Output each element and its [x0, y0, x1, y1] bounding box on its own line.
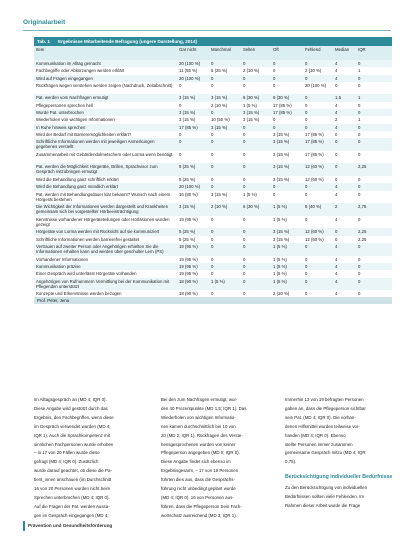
- data-table: [34, 46, 392, 297]
- table-cell: 11 (55 %): [179, 68, 198, 74]
- table-label: Tab. 1: [37, 39, 50, 44]
- table-cell: 4: [335, 216, 338, 222]
- body-text-line: – in 17 von 20 Fällen wurde diese: [34, 450, 100, 456]
- body-text-line: nen kamen durchschnittlich bei 10 von: [161, 423, 236, 429]
- table-cell: 0: [243, 82, 246, 88]
- table-row: [34, 236, 392, 243]
- table-row: [34, 124, 392, 131]
- text-column-right: [285, 396, 393, 511]
- table-cell: 2 (10 %): [211, 102, 228, 108]
- body-text-line: Auf die Fragen der Pat. werden Aussa-: [34, 503, 110, 509]
- table-cell: 17 (85 %): [273, 102, 292, 108]
- table-cell: 2: [335, 117, 338, 123]
- table-title-bar: [34, 37, 392, 46]
- table-cell: 0: [358, 177, 361, 183]
- body-text-line: Diese Angabe wird gestützt durch das: [34, 405, 108, 411]
- table-cell: 1: [358, 68, 361, 74]
- table-cell: 0: [211, 131, 214, 137]
- body-text-line: Rahmen dieser Arbeit wurde die Frage: [285, 503, 361, 509]
- row-item-label: Wird die Behandlung ganz schriftlich erklärt: [36, 177, 119, 183]
- table-cell: 8 (40 %): [305, 204, 322, 210]
- column-header: Median: [335, 47, 350, 52]
- table-header-row: [34, 46, 392, 60]
- table-cell: 1 (5 %): [273, 263, 287, 269]
- table-cell: 19 (95 %): [179, 244, 198, 250]
- table-cell: 0: [358, 216, 361, 222]
- table-cell: 2: [335, 204, 338, 210]
- row-item-label: Kenntnisse vorhandener Hörgeräteteilungen oder Hörläsionen wurden gezeigt: [36, 216, 170, 227]
- table-cell: 17 (85 %): [273, 110, 292, 116]
- table-row: [34, 243, 392, 256]
- table-cell: 1 (5 %): [211, 278, 225, 284]
- row-item-label: Die Wichtigkeit der Informationen werden dargestellt und Krankheiten gemeinsam sich bei vorgestellter Hörbeeinträchtigung: [36, 204, 169, 215]
- table-cell: 0: [358, 184, 361, 190]
- table-cell: 4: [335, 278, 338, 284]
- row-item-label: Schriftliche Informationen werden barrierefrei gestaltet: [36, 236, 140, 242]
- column-header: Oft: [273, 47, 279, 52]
- table-cell: 5 (25 %): [179, 177, 196, 183]
- table-cell: 0: [243, 271, 246, 277]
- body-text-line: Zu den Berücksichtigung von individuellen: [285, 485, 368, 491]
- table-cell: 0: [179, 139, 182, 145]
- column-header: Manchmal: [211, 47, 231, 52]
- table-cell: 0: [243, 151, 246, 157]
- body-text-line: denen Hilfsmittel wurden teilweise vor-: [285, 423, 360, 429]
- table-cell: 0: [243, 164, 246, 170]
- table-cell: 4: [335, 191, 338, 197]
- table-cell: 6 (30 %): [243, 204, 260, 210]
- table-cell: 0: [305, 271, 308, 277]
- table-cell: 0: [211, 271, 214, 277]
- row-item-label: Einer Gespräch wird unterlässt Hörgeräte vorhanden: [36, 271, 137, 277]
- row-item-label: Zusammenarbeit mit Gebärdendolmetschern oder Lorma wenn benötigt: [36, 151, 173, 157]
- table-cell: 0: [243, 75, 246, 81]
- table-cell: 0: [358, 278, 361, 284]
- table-cell: 0: [211, 82, 214, 88]
- table-cell: 0: [179, 131, 182, 137]
- body-text-line: 16 von 20 Personen wurden nicht beim: [34, 486, 111, 492]
- table-cell: 1 (5 %): [273, 244, 287, 250]
- table-cell: 0: [358, 256, 361, 262]
- results-table: [34, 37, 392, 304]
- table-cell: 0: [243, 291, 246, 297]
- table-row: [34, 203, 392, 216]
- table-cell: 0: [211, 61, 214, 66]
- column-header: IQR: [358, 47, 366, 52]
- body-text-line: Immerhin 13 von 19 befragten Personen: [285, 397, 364, 402]
- table-row: [34, 102, 392, 109]
- table-cell: 4: [335, 263, 338, 269]
- table-cell: 0: [211, 244, 214, 250]
- table-cell: 10 (50 %): [211, 117, 230, 123]
- table-cell: 2 (10 %): [305, 68, 322, 74]
- table-cell: 0: [358, 151, 361, 157]
- column-header: Item: [36, 47, 45, 52]
- table-row: [34, 216, 392, 229]
- table-cell: 0: [243, 131, 246, 137]
- table-cell: 1 (5 %): [273, 278, 287, 284]
- table-cell: 0: [358, 131, 361, 137]
- table-cell: 3 (15 %): [179, 110, 196, 116]
- row-item-label: Pat. werden mit Behandlungsdauer klar bekannt? Wunsch nach einem Hörgerät bestehen: [36, 191, 171, 202]
- table-cell: 6 (30 %): [243, 95, 260, 101]
- row-item-label: Konzepte und Erkenntnisse werden bezogen: [36, 291, 122, 297]
- table-cell: 2 (10 %): [273, 291, 290, 297]
- body-text-line: Bei den zum Nachfragen ermutigt, wur-: [161, 397, 238, 402]
- row-item-label: Wird auf Fragen eingegangen: [36, 75, 93, 81]
- body-text-line: führung nicht unbedingt geplant wurde: [161, 486, 236, 492]
- row-item-label: Schriftliche Informationen werden mit jeweiligen Anmerkungen gegebenes verstellt: [36, 139, 155, 150]
- table-cell: 0: [305, 75, 308, 81]
- text-column-left: [34, 396, 142, 521]
- table-row: [34, 163, 392, 176]
- table-cell: 19 (95 %): [179, 263, 198, 269]
- table-cell: 4: [335, 256, 338, 262]
- table-cell: 2 (10 %): [211, 204, 228, 210]
- top-rule: [23, 30, 391, 31]
- table-cell: 3 (15 %): [273, 139, 290, 145]
- table-row: [34, 151, 392, 164]
- table-cell: 0: [335, 139, 338, 145]
- table-cell: 3 (15 %): [273, 229, 290, 235]
- row-item-label: Kommunikation im Alltag gemacht: [36, 61, 101, 66]
- row-item-label: Pat. werden vom Nachfragen ermutigt: [36, 95, 109, 101]
- table-cell: 0: [273, 75, 276, 81]
- body-text-line: führten dies aus, dass die Gesprächs-: [161, 477, 235, 483]
- table-cell: 1,5: [335, 95, 341, 101]
- table-cell: 0: [211, 151, 214, 157]
- table-cell: 0: [243, 184, 246, 190]
- table-cell: 0: [273, 124, 276, 130]
- table-cell: 19 (95 %): [179, 256, 198, 262]
- row-item-label: Angehörigen von Rufnummern Vermittlung bei der Kommunikation mit Pflegenden unterstützt: [36, 278, 170, 289]
- table-cell: 0: [358, 139, 361, 145]
- table-footer: Prof. Peter, Jena: [34, 297, 392, 304]
- table-cell: 0: [358, 102, 361, 108]
- body-text-line: handen (MD 4; IQR 0). Ebenso: [285, 432, 346, 438]
- table-cell: 0: [243, 177, 246, 183]
- body-text-line: Pflegeperson angegeben (MD 0; IQR 0).: [161, 450, 240, 456]
- table-cell: 0: [305, 117, 308, 123]
- table-cell: 3 (15 %): [179, 117, 196, 123]
- table-cell: 5 (25 %): [179, 236, 196, 242]
- table-cell: 0: [211, 177, 214, 183]
- table-row: [34, 191, 392, 204]
- table-cell: 1 (5 %): [243, 191, 257, 197]
- table-cell: 3 (15 %): [273, 164, 290, 170]
- table-cell: 0: [335, 82, 338, 88]
- table-cell: 5 (25 %): [179, 164, 196, 170]
- row-item-label: Vertrauen auf zweiter Person oder Angehörigen erhielten Sie die Informationen erhalten kann und werden über geschulter Lern (PS): [36, 244, 164, 255]
- table-cell: 4: [335, 291, 338, 297]
- table-cell: 0: [243, 278, 246, 284]
- table-row: [34, 228, 392, 235]
- table-cell: 2 (10 %): [243, 68, 260, 74]
- table-cell: 4: [335, 184, 338, 190]
- table-cell: 5 (25 %): [211, 68, 228, 74]
- table-cell: 4: [335, 102, 338, 108]
- table-row: [34, 176, 392, 183]
- table-cell: 0: [243, 244, 246, 250]
- table-cell: 20 (100 %): [179, 184, 201, 190]
- table-cell: 2,25: [358, 229, 367, 235]
- table-cell: 0: [211, 229, 214, 235]
- table-cell: 0: [273, 82, 276, 88]
- table-cell: 0: [243, 139, 246, 145]
- table-row: [34, 75, 392, 82]
- body-text-line: Bedürfnissen sollten viele Fehlenden. Im: [285, 494, 365, 500]
- table-cell: 0: [243, 236, 246, 242]
- body-text-line: im Gespräch verwendet wurden (MD 4;: [34, 423, 111, 429]
- table-cell: 0: [179, 102, 182, 108]
- column-header: Fehlend: [305, 47, 321, 52]
- table-cell: 12 (60 %): [305, 236, 324, 242]
- table-row: [34, 109, 392, 116]
- table-cell: 0: [305, 124, 308, 130]
- body-text-line: sein Pat. (MD 4; IQR 0). Die vorhan-: [285, 414, 356, 420]
- table-cell: 0: [305, 95, 308, 101]
- table-cell: 0: [179, 82, 182, 88]
- row-item-label: Wird der Bedarf mit Barrieremöglichkeiten erklärt?: [36, 131, 132, 137]
- table-cell: 3 (15 %): [273, 236, 290, 242]
- table-row: [34, 82, 392, 95]
- section-tag: Originalarbeit: [23, 19, 66, 26]
- row-item-label: Hörgeräte von Lorma werden mit Rücksicht auf sie kommuniziert: [36, 229, 160, 235]
- table-cell: 0: [243, 263, 246, 269]
- table-cell: 0: [211, 110, 214, 116]
- table-cell: 0: [305, 291, 308, 297]
- table-cell: 0: [358, 244, 361, 250]
- table-cell: 17 (85 %): [305, 131, 324, 137]
- table-cell: 0: [211, 139, 214, 145]
- table-cell: 0: [273, 191, 276, 197]
- body-text-line: tient_innen anschauen (im Durchschnitt: [34, 477, 112, 483]
- table-cell: 3 (15 %): [273, 151, 290, 157]
- table-cell: 3 (15 %): [211, 191, 228, 197]
- table-cell: 0: [358, 110, 361, 116]
- body-text-line: gaben an, dass die Pflegeperson sichtbar: [285, 405, 366, 411]
- row-item-label: Vorhandener Informationen: [36, 256, 89, 262]
- table-cell: 0: [335, 131, 338, 137]
- table-cell: 0: [358, 82, 361, 88]
- table-cell: 3 (15 %): [273, 131, 290, 137]
- table-cell: 17 (85 %): [305, 151, 324, 157]
- table-cell: 0: [305, 191, 308, 197]
- table-cell: 0: [211, 75, 214, 81]
- table-cell: 0: [305, 184, 308, 190]
- table-cell: 0: [273, 61, 276, 66]
- table-cell: 19 (95 %): [179, 216, 198, 222]
- table-row: [34, 67, 392, 74]
- body-text-line: wortschatz ausreichend (MD 3; IQR 1).: [161, 512, 237, 518]
- body-text-line: Ergebnis, den Fachbegriffen, wenn diese: [34, 414, 114, 420]
- table-cell: 0: [273, 184, 276, 190]
- table-cell: 3 (15 %): [179, 95, 196, 101]
- table-row: [34, 290, 392, 297]
- body-text-line: gen im Gespräch eingegangen (MD 4;: [34, 512, 109, 518]
- row-item-label: Pflegepersonen sprechen hell: [36, 102, 93, 108]
- table-cell: 12 (60 %): [305, 177, 324, 183]
- table-cell: 0: [211, 256, 214, 262]
- table-cell: 4: [335, 68, 338, 74]
- table-row: [34, 60, 392, 67]
- table-cell: 0: [179, 151, 182, 157]
- table-cell: 0: [211, 164, 214, 170]
- table-cell: 12 (60 %): [305, 164, 324, 170]
- table-cell: 0: [305, 61, 308, 66]
- body-text-line: gefragt (MD 4; IQR 0). Zusätzlich: [34, 459, 99, 465]
- table-cell: 3 (15 %): [179, 204, 196, 210]
- table-cell: 0: [358, 191, 361, 197]
- table-cell: 0: [273, 117, 276, 123]
- table-cell: 0: [243, 229, 246, 235]
- table-cell: 0: [273, 68, 276, 74]
- table-cell: 3 (15 %): [211, 124, 228, 130]
- table-cell: 4: [335, 75, 338, 81]
- table-cell: 5 (25 %): [179, 229, 196, 235]
- table-row: [34, 263, 392, 270]
- table-cell: 18 (90 %): [179, 291, 198, 297]
- table-cell: 0: [243, 124, 246, 130]
- table-cell: 0: [211, 216, 214, 222]
- table-cell: 1 (5 %): [243, 102, 257, 108]
- table-cell: 0: [358, 271, 361, 277]
- table-cell: 0: [305, 256, 308, 262]
- body-text-line: hensgesprochenen wurden von keiner: [161, 441, 236, 447]
- table-title: Ergebnisse Mitarbeitende Befragung (ungere Darstellung, 2014): [57, 39, 198, 44]
- table-cell: 1 (5 %): [273, 216, 287, 222]
- table-cell: 3 (15 %): [211, 95, 228, 101]
- table-cell: 3 (15 %): [243, 117, 260, 123]
- body-text-line: 20 (MD 2; IQR 1). Rückfragen des Verste-: [161, 432, 243, 438]
- body-text-line: stellte Personen immer zusammen: [285, 441, 353, 447]
- section-heading: Berücksichtigung individueller Bedürfnisse: [285, 474, 393, 481]
- footer-accent: [23, 521, 25, 531]
- body-text-line: Sprechen unterbrochen (MD 4; IQR 0).: [34, 494, 110, 500]
- table-cell: 4: [335, 61, 338, 66]
- body-text-line: Diese Angabe findet sich ebenso im: [161, 459, 231, 465]
- row-item-label: Fachbegriffe oder Abkürzungen werden erklärt: [36, 68, 125, 74]
- table-cell: 20 (100 %): [179, 61, 201, 66]
- table-cell: 4: [335, 110, 338, 116]
- table-row: [34, 116, 392, 123]
- table-cell: 0: [211, 263, 214, 269]
- table-cell: 0: [305, 244, 308, 250]
- table-cell: 17 (85 %): [179, 124, 198, 130]
- table-row: [34, 94, 392, 101]
- table-cell: 2,25: [358, 236, 367, 242]
- table-row: [34, 138, 392, 151]
- table-cell: 4: [335, 244, 338, 250]
- body-text-line: Ergebnisgesamt, – 17 von 19 Personen: [161, 468, 239, 474]
- table-row: [34, 131, 392, 138]
- table-cell: 1 (5 %): [273, 204, 287, 210]
- table-cell: 20 (100 %): [305, 82, 327, 88]
- table-cell: 4: [335, 124, 338, 130]
- row-item-label: Wiederholen von wichtigen Informationen: [36, 117, 115, 123]
- body-text-line: den 40 Prozentpunkte (MD 1,5; IQR 1). Das: [161, 405, 247, 411]
- table-cell: 0: [243, 61, 246, 66]
- table-cell: 0: [211, 236, 214, 242]
- row-item-label: Pat. werden die Möglichkeit Hörgeräte, Brillen, Sprachvisor zum Gespräch mitzubringen ermutigt: [36, 164, 158, 175]
- body-text-line: führen, dass die Pflegeperson Sein Fach-: [161, 503, 242, 509]
- column-header: Selten: [243, 47, 256, 52]
- table-cell: 3 (15 %): [243, 110, 260, 116]
- table-cell: 0: [335, 151, 338, 157]
- table-cell: 0: [358, 61, 361, 66]
- table-cell: 2,75: [358, 204, 367, 210]
- table-cell: 0: [305, 278, 308, 284]
- body-text-line: 0,75).: [285, 459, 297, 465]
- body-text-line: (MD 4; IQR 0). 16 von Personen aus-: [161, 494, 234, 500]
- body-text-line: gemeinsame Gespräch mitzu (MD 4; IQR: [285, 450, 366, 456]
- table-cell: 0: [305, 102, 308, 108]
- row-item-label: Rückfragen wegen verstehen werden zeigen (Nachdruck, Zeitabschnitt): [36, 82, 173, 88]
- row-item-label: Kommunikation präzise: [36, 263, 81, 269]
- table-row: [34, 183, 392, 190]
- journal-section-label: Prävention und Gesundheitsförderung: [28, 523, 113, 528]
- body-text-line: Wiederholen von wichtigen Informatio-: [161, 414, 236, 420]
- body-text-line: IQR 1). Auch die Sprachkompetenz mit: [34, 432, 110, 438]
- table-cell: 6 (30 %): [273, 95, 290, 101]
- table-cell: 4: [335, 271, 338, 277]
- table-cell: 0: [211, 291, 214, 297]
- table-cell: 0: [305, 263, 308, 269]
- row-item-label: Wird die Behandlung ganz mündlich erklärt: [36, 184, 118, 190]
- table-cell: 0: [358, 263, 361, 269]
- table-cell: 19 (95 %): [179, 271, 198, 277]
- table-cell: 2,25: [358, 164, 367, 170]
- table-cell: 12 (60 %): [305, 229, 324, 235]
- table-cell: 0: [335, 229, 338, 235]
- table-cell: 0: [243, 216, 246, 222]
- table-cell: 0: [335, 164, 338, 170]
- table-row: [34, 256, 392, 263]
- column-header: Gar nicht: [179, 47, 197, 52]
- table-cell: 1 (5 %): [273, 256, 287, 262]
- table-cell: 0: [335, 177, 338, 183]
- table-cell: 16 (80 %): [179, 191, 198, 197]
- table-cell: 0: [335, 236, 338, 242]
- table-cell: 0: [358, 124, 361, 130]
- table-cell: 1: [358, 117, 361, 123]
- table-cell: 0: [305, 216, 308, 222]
- table-cell: 20 (100 %): [179, 75, 201, 81]
- body-text-line: sinnlichen Fachpersonen wurde erhoben: [34, 441, 114, 447]
- table-cell: 0: [358, 75, 361, 81]
- table-cell: 0: [358, 291, 361, 297]
- table-row: [34, 270, 392, 277]
- text-column-middle: [161, 396, 269, 521]
- table-row: [34, 278, 392, 291]
- body-text-line: im Alltagsgespräch an (MD 4; IQR 0).: [34, 397, 107, 402]
- row-item-label: Wurde Pat. unterbrochen: [36, 110, 84, 116]
- table-cell: 17 (85 %): [305, 139, 324, 145]
- table-cell: 3 (15 %): [273, 177, 290, 183]
- row-item-label: In Ruhe hinweis sprechen: [36, 124, 86, 130]
- table-cell: 0: [243, 256, 246, 262]
- table-cell: 1 (5 %): [273, 271, 287, 277]
- table-cell: 0: [305, 110, 308, 116]
- table-cell: 1: [358, 95, 361, 101]
- table-cell: 18 (90 %): [179, 278, 198, 284]
- body-text-line: wurde darauf geachtet, ob diese die Pa-: [34, 468, 112, 474]
- table-cell: 0: [211, 184, 214, 190]
